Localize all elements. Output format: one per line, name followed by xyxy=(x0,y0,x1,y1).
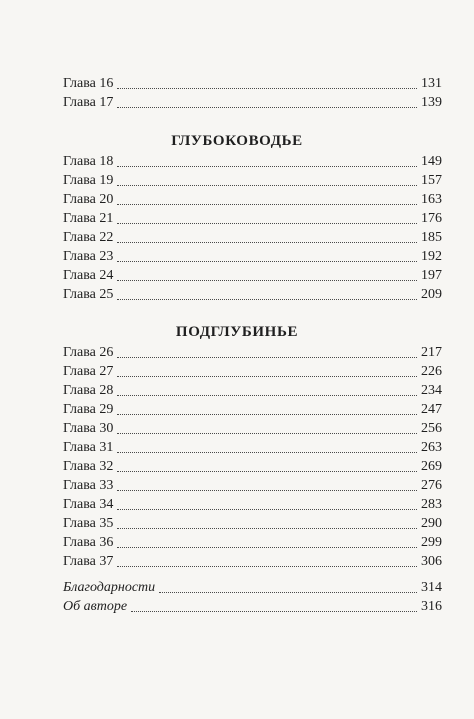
toc-entry-page: 276 xyxy=(421,478,442,493)
toc-entry xyxy=(63,152,442,171)
toc-entry-label: Глава 35 xyxy=(63,516,114,531)
toc-entry-label: Глава 36 xyxy=(63,535,114,550)
dot-leader xyxy=(117,394,417,396)
toc-entry-page: 209 xyxy=(421,287,442,302)
toc-entry-page: 192 xyxy=(421,249,442,264)
toc-entry-label: Глава 22 xyxy=(63,230,114,245)
toc-entry xyxy=(63,457,442,476)
toc-entry-page: 157 xyxy=(421,173,442,188)
toc-entry-page: 316 xyxy=(421,599,442,614)
toc-entry-page: 306 xyxy=(421,554,442,569)
toc-entry-page: 299 xyxy=(421,535,442,550)
toc-entry-page: 131 xyxy=(421,76,442,91)
toc-entry-page: 226 xyxy=(421,364,442,379)
toc-entry xyxy=(63,171,442,190)
toc-entry-label: Глава 24 xyxy=(63,268,114,283)
toc-entry xyxy=(63,74,442,93)
toc-entry xyxy=(63,578,442,597)
toc-entry xyxy=(63,533,442,552)
dot-leader xyxy=(117,432,417,434)
dot-leader xyxy=(117,260,417,262)
toc-entry-label: Глава 33 xyxy=(63,478,114,493)
toc-entry-page: 217 xyxy=(421,345,442,360)
toc-entry-page: 247 xyxy=(421,402,442,417)
toc-entry-page: 139 xyxy=(421,95,442,110)
toc-entry-page: 234 xyxy=(421,383,442,398)
dot-leader xyxy=(117,241,417,243)
toc-entry-label: Глава 23 xyxy=(63,249,114,264)
toc-entry-page: 290 xyxy=(421,516,442,531)
toc-entry-label: Глава 31 xyxy=(63,440,114,455)
toc-entry-label: Глава 32 xyxy=(63,459,114,474)
dot-leader xyxy=(117,508,417,510)
toc-entry-label: Глава 25 xyxy=(63,287,114,302)
toc-entry xyxy=(63,400,442,419)
toc-entry-label: Благодарности xyxy=(63,580,156,595)
toc-entry xyxy=(63,228,442,247)
toc-entry xyxy=(63,285,442,304)
dot-leader xyxy=(117,527,417,529)
toc-entry-label: Глава 16 xyxy=(63,76,114,91)
dot-leader xyxy=(117,165,417,167)
toc-entry xyxy=(63,190,442,209)
toc-entry-page: 263 xyxy=(421,440,442,455)
dot-leader xyxy=(117,470,417,472)
dot-leader xyxy=(117,546,417,548)
toc-entry-page: 176 xyxy=(421,211,442,226)
toc-entry-label: Глава 17 xyxy=(63,95,114,110)
dot-leader xyxy=(117,489,417,491)
dot-leader xyxy=(117,222,417,224)
dot-leader xyxy=(117,298,417,300)
toc-entry xyxy=(63,495,442,514)
toc-entry-page: 163 xyxy=(421,192,442,207)
dot-leader xyxy=(117,106,417,108)
toc-entry xyxy=(63,552,442,571)
toc-entry xyxy=(63,476,442,495)
toc-entry-label: Глава 37 xyxy=(63,554,114,569)
toc-entry-label: Глава 30 xyxy=(63,421,114,436)
dot-leader xyxy=(117,565,417,567)
toc-entry-label: Глава 27 xyxy=(63,364,114,379)
toc-entry-page: 256 xyxy=(421,421,442,436)
toc-entry xyxy=(63,597,442,616)
dot-leader xyxy=(117,184,417,186)
toc-entry-page: 283 xyxy=(421,497,442,512)
section-heading: ГЛУБОКОВОДЬЕ xyxy=(171,133,303,149)
toc-entry-label: Об авторе xyxy=(63,599,128,614)
toc-entry xyxy=(63,247,442,266)
toc-entry-page: 185 xyxy=(421,230,442,245)
dot-leader xyxy=(117,203,417,205)
toc-entry-label: Глава 18 xyxy=(63,154,114,169)
toc-entry-label: Глава 20 xyxy=(63,192,114,207)
dot-leader xyxy=(159,591,417,593)
dot-leader xyxy=(131,610,417,612)
toc-entry-page: 314 xyxy=(421,580,442,595)
dot-leader xyxy=(117,87,417,89)
toc-entry-page: 197 xyxy=(421,268,442,283)
toc-entry-label: Глава 29 xyxy=(63,402,114,417)
toc-entry xyxy=(63,381,442,400)
toc-entry xyxy=(63,514,442,533)
toc-entry xyxy=(63,266,442,285)
toc-entry xyxy=(63,419,442,438)
toc-entry-page: 149 xyxy=(421,154,442,169)
toc-entry xyxy=(63,209,442,228)
toc-entry-label: Глава 21 xyxy=(63,211,114,226)
dot-leader xyxy=(117,375,417,377)
toc-entry xyxy=(63,362,442,381)
dot-leader xyxy=(117,356,417,358)
dot-leader xyxy=(117,279,417,281)
toc-entry-label: Глава 28 xyxy=(63,383,114,398)
toc-entry xyxy=(63,93,442,112)
section-heading: ПОДГЛУБИНЬЕ xyxy=(175,324,299,340)
toc-entry xyxy=(63,438,442,457)
toc-entry-page: 269 xyxy=(421,459,442,474)
dot-leader xyxy=(117,413,417,415)
toc-entry xyxy=(63,343,442,362)
toc-entry-label: Глава 26 xyxy=(63,345,114,360)
dot-leader xyxy=(117,451,417,453)
toc-entry-label: Глава 34 xyxy=(63,497,114,512)
toc-entry-label: Глава 19 xyxy=(63,173,114,188)
